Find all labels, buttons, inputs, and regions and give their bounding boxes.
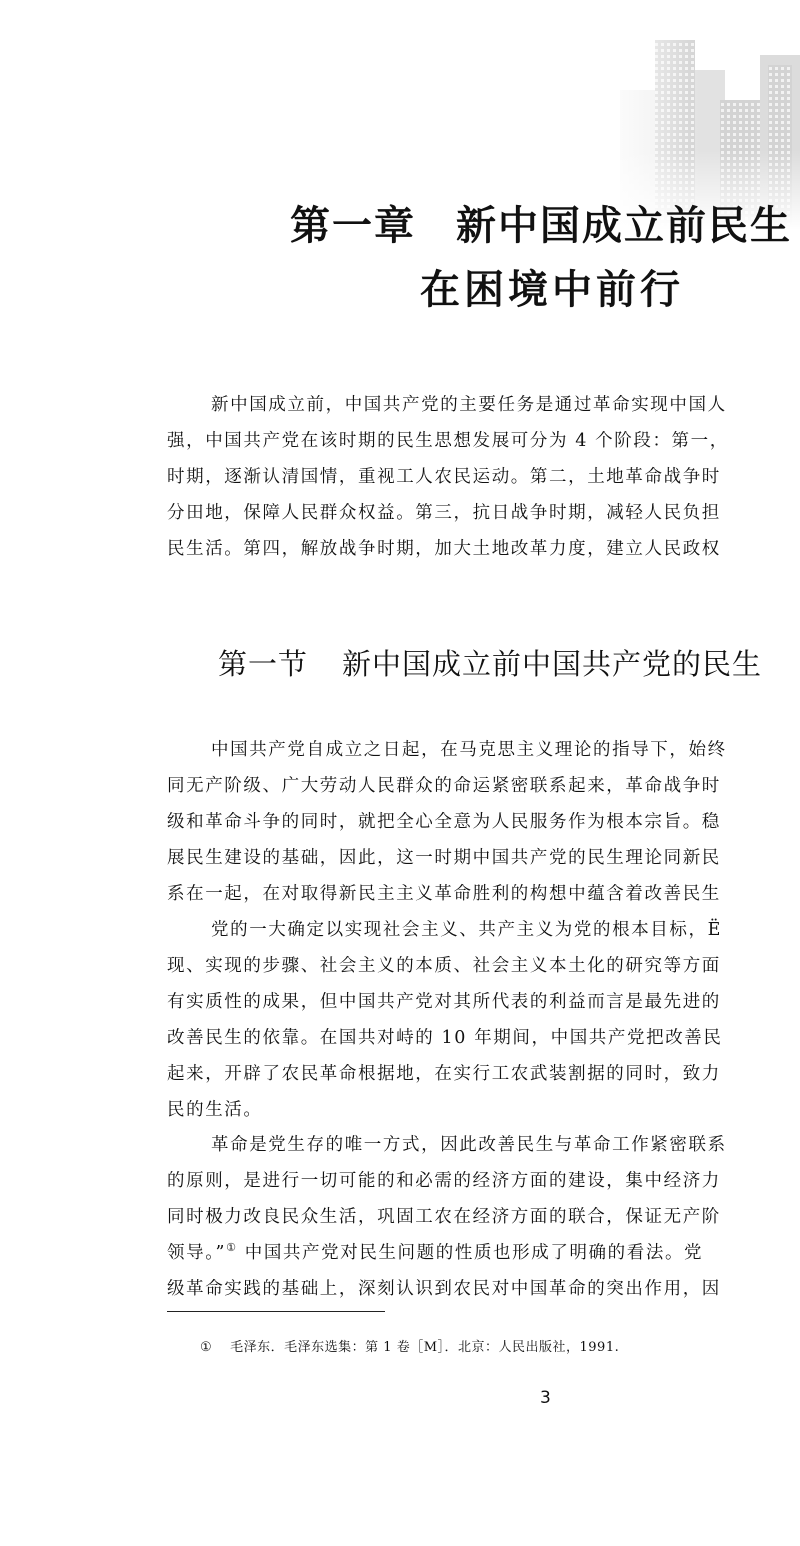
footnote: [200, 1336, 619, 1355]
text-line: 展民生建设的基础，因此，这一时期中国共产党的民生理论同新民: [167, 848, 721, 868]
text-line: 强，中国共产党在该时期的民生思想发展可分为 4 个阶段：第一，: [167, 431, 729, 451]
text-line: [167, 1235, 727, 1271]
footnote-text: 毛泽东．毛泽东选集：第 1 卷［M］．北京：人民出版社，1991.: [230, 1340, 620, 1355]
text-line: 时期，逐渐认清国情，重视工人农民运动。第二，土地革命战争时: [167, 467, 721, 487]
chapter-title: [290, 198, 792, 254]
chapter-number: 第一章: [290, 202, 416, 249]
text-segment: 中国共产党对民生问题的性质也形成了明确的看法。党: [244, 1243, 704, 1263]
section-number: 第一节: [218, 647, 309, 681]
body-paragraph-2: [167, 912, 723, 1128]
intro-paragraph: [167, 387, 729, 567]
text-line: 现、实现的步骤、社会主义的本质、社会主义本土化的研究等方面: [167, 956, 721, 976]
footnote-divider: [167, 1311, 385, 1312]
text-line: 民的生活。: [167, 1100, 263, 1120]
text-line: 同时极力改良民众生活，巩固工农在经济方面的联合，保证无产阶: [167, 1207, 721, 1227]
text-line: 级和革命斗争的同时，就把全心全意为人民服务作为根本宗旨。稳: [167, 812, 721, 832]
text-line: 中国共产党自成立之日起，在马克思主义理论的指导下，始终: [211, 740, 727, 760]
text-line: 分田地，保障人民群众权益。第三，抗日战争时期，减轻人民负担: [167, 503, 721, 523]
footnote-mark: ①: [200, 1340, 213, 1355]
body-paragraph-1: [167, 732, 727, 912]
text-line: 起来，开辟了农民革命根据地，在实行工农武装割据的同时，致力: [167, 1064, 721, 1084]
text-line: 级革命实践的基础上，深刻认识到农民对中国革命的突出作用，因: [167, 1279, 721, 1299]
footnote-reference[interactable]: ①: [226, 1241, 238, 1255]
text-line: 民生活。第四，解放战争时期，加大土地改革力度，建立人民政权: [167, 539, 721, 559]
chapter-subtitle: 在困境中前行: [420, 266, 684, 313]
text-segment: 领导。”: [167, 1243, 227, 1263]
body-paragraph-3: [167, 1127, 727, 1307]
text-line: 改善民生的依靠。在国共对峙的 10 年期间，中国共产党把改善民: [167, 1028, 723, 1048]
chapter-title-text: 新中国成立前民生: [456, 202, 792, 249]
text-line: 党的一大确定以实现社会主义、共产主义为党的根本目标，Ë: [211, 920, 722, 940]
text-line: 系在一起，在对取得新民主主义革命胜利的构想中蕴含着改善民生: [167, 884, 721, 904]
text-line: 新中国成立前，中国共产党的主要任务是通过革命实现中国人: [211, 395, 727, 415]
text-line: 革命是党生存的唯一方式，因此改善民生与革命工作紧密联系: [211, 1135, 727, 1155]
text-line: 同无产阶级、广大劳动人民群众的命运紧密联系起来，革命战争时: [167, 776, 721, 796]
text-line: 的原则，是进行一切可能的和必需的经济方面的建设，集中经济力: [167, 1171, 721, 1191]
section-title: [218, 642, 762, 686]
page-number: 3: [540, 1388, 551, 1408]
text-line: 有实质性的成果，但中国共产党对其所代表的利益而言是最先进的: [167, 992, 721, 1012]
section-title-text: 新中国成立前中国共产党的民生: [342, 647, 763, 681]
